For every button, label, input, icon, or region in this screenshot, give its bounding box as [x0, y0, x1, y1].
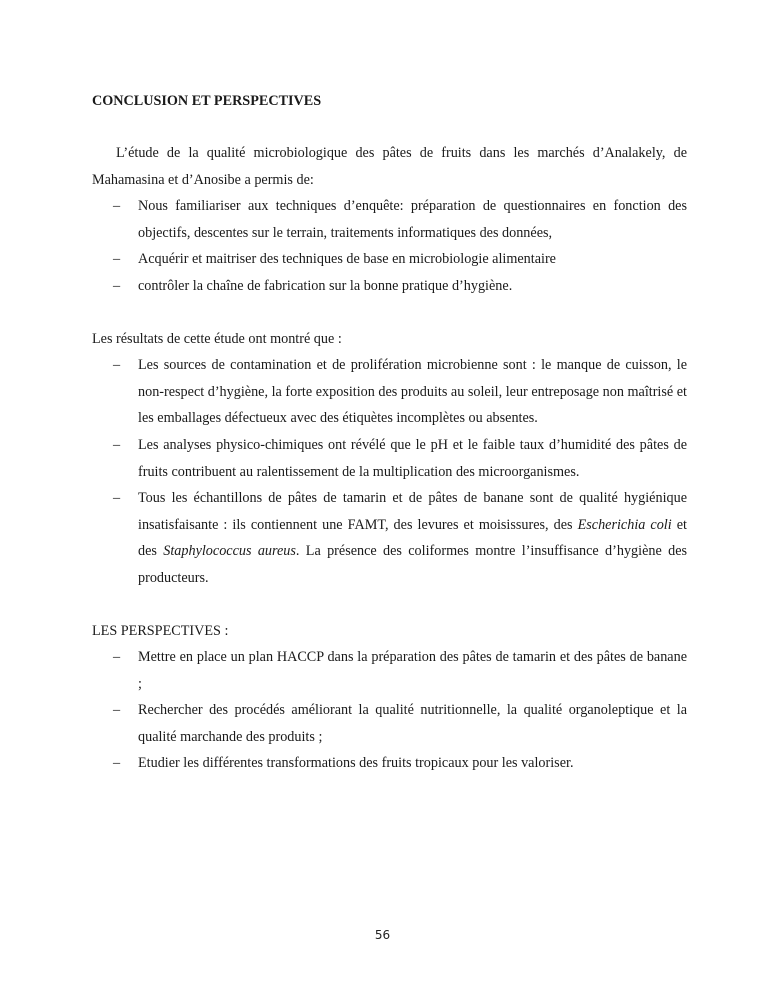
- species-name: Staphylococcus aureus: [163, 543, 296, 560]
- perspectives-list: [92, 644, 687, 777]
- intro-paragraph: L’étude de la qualité microbiologique des pâtes de fruits dans les marchés d’Analakely, de Mahamasina et d’Anosibe a permis de:: [92, 145, 687, 188]
- dash-bullet: –: [113, 198, 121, 215]
- list-item: [92, 193, 687, 246]
- list-item-text-part: et des: [138, 516, 687, 560]
- list-item: [92, 432, 687, 485]
- dash-bullet: –: [113, 277, 121, 294]
- list-item: [92, 644, 687, 697]
- dash-bullet: –: [113, 490, 121, 507]
- list-item-text: Les sources de contamination et de prolifération microbienne sont : le manque de cuisson, le non-respect d’hygiène, la forte exposition des produits au soleil, leur entreposage non maîtrisé et les emballages défectueux avec des étiquètes incomplètes ou absentes.: [138, 357, 687, 427]
- results-list: [92, 352, 687, 591]
- dash-bullet: –: [113, 702, 121, 719]
- list-item: [92, 750, 687, 777]
- results-heading: Les résultats de cette étude ont montré que :: [92, 330, 342, 347]
- list-item-text-part: Tous les échantillons de pâtes de tamarin et de pâtes de banane sont de qualité hygiénique insatisfaisante : ils contiennent une FAMT, des levures et moisissures, des: [138, 490, 687, 533]
- species-name: Escherichia coli: [577, 516, 672, 533]
- page-title: CONCLUSION ET PERSPECTIVES: [92, 93, 322, 109]
- list-item-text: Mettre en place un plan HACCP dans la préparation des pâtes de tamarin et des pâtes de banane ;: [138, 649, 687, 692]
- list-item-text: Rechercher des procédés améliorant la qualité nutritionnelle, la qualité organoleptique et la qualité marchande des produits ;: [138, 702, 687, 745]
- list-item: [92, 697, 687, 750]
- list-item: [92, 485, 687, 591]
- dash-bullet: –: [113, 436, 121, 453]
- dash-bullet: –: [113, 755, 121, 772]
- list-item-text: Etudier les différentes transformations des fruits tropicaux pour les valoriser.: [138, 755, 574, 772]
- list-item-text: Les analyses physico-chimiques ont révélé que le pH et le faible taux d’humidité des pâtes de fruits contribuent au ralentissement de la multiplication des microorganismes.: [138, 436, 687, 480]
- page-number: 56: [374, 928, 391, 942]
- dash-bullet: –: [113, 251, 121, 268]
- list-item: [92, 246, 687, 273]
- list-item-text: Acquérir et maitriser des techniques de base en microbiologie alimentaire: [138, 251, 556, 268]
- list-item-text: Nous familiariser aux techniques d’enquête: préparation de questionnaires en fonction des objectifs, descentes sur le terrain, traitements informatiques des données,: [138, 198, 687, 241]
- list-item-text: contrôler la chaîne de fabrication sur la bonne pratique d’hygiène.: [138, 277, 513, 294]
- page-body: [92, 88, 687, 777]
- perspectives-heading: LES PERSPECTIVES :: [92, 622, 229, 639]
- dash-bullet: –: [113, 357, 121, 374]
- list-item: [92, 352, 687, 432]
- intro-list: [92, 193, 687, 299]
- list-item-text-part: . La présence des coliformes montre l’insuffisance d’hygiène des producteurs.: [138, 543, 688, 586]
- dash-bullet: –: [113, 649, 121, 666]
- list-item: [92, 273, 687, 300]
